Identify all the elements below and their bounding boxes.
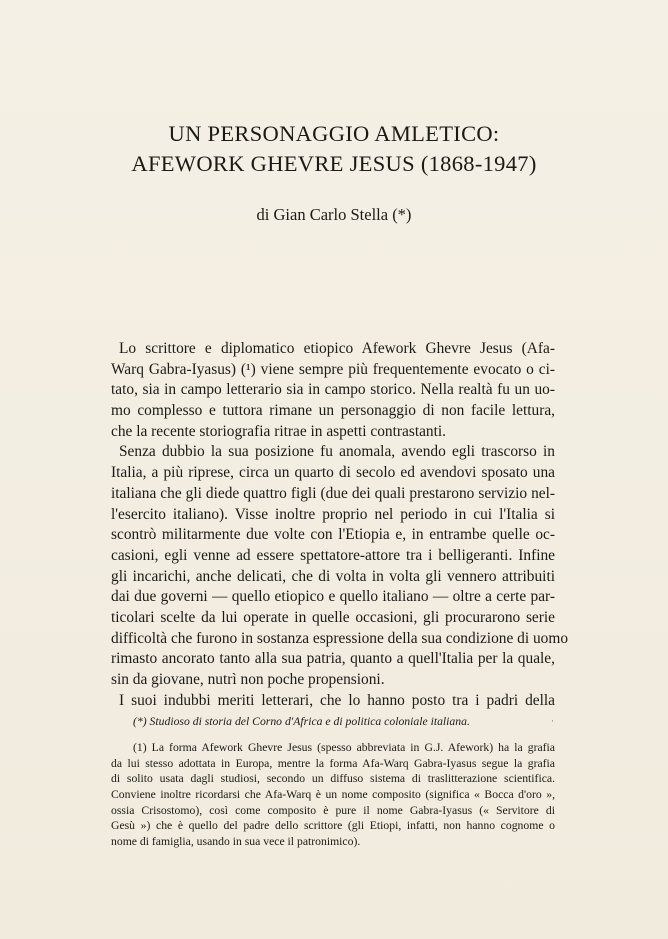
- body-line: tato, sia in campo letterario sia in campo storico. Nella realtà fu un uo-: [111, 381, 555, 399]
- body-line: Italia, a più riprese, circa un quarto di secolo ed avendovi sposato una: [111, 464, 555, 482]
- body-line: mo complesso e tuttora rimane un personaggio di non facile lettura,: [111, 402, 555, 420]
- body-line: rimasto ancorato tanto alla sua patria, quanto a quell'Italia per la quale,: [111, 650, 555, 668]
- footnote-1: [111, 740, 555, 850]
- body-line: I suoi indubbi meriti letterari, che lo hanno posto tra i padri della: [119, 691, 555, 709]
- body-line: sin da giovane, nutrì non poche propensioni.: [111, 671, 385, 688]
- body-line: Warq Gabra-Iyasus) (¹) viene sempre più frequentemente evocato o ci-: [111, 360, 555, 378]
- body-line: che la recente storiografia ritrae in aspetti contrastanti.: [111, 422, 447, 440]
- footnote-line: Gesù ») che è quello del padre dello scrittore (gli Etiopi, infatti, non hanno cognome o: [111, 819, 555, 833]
- body-line: l'esercito italiano). Visse inoltre proprio nel periodo in cui l'Italia si: [111, 505, 555, 523]
- footnote-line: da lui stesso adottata in Europa, mentre la forma Afa-Warq Gabra-Iyasus segue la grafia: [111, 756, 555, 770]
- footnote-author-affiliation: (*) Studioso di storia del Corno d'Africa e di politica coloniale italiana.: [133, 715, 470, 728]
- body-line: italiana che gli diede quattro figli (due dei quali prestarono servizio nel-: [111, 484, 555, 502]
- body-line: dai due governi — quello etiopico e quello italiano — oltre a certe par-: [111, 588, 555, 606]
- author-byline: di Gian Carlo Stella (*): [256, 205, 412, 224]
- footnote-line: nome di famiglia, usando in sua vece il patronimico).: [111, 835, 361, 849]
- body-text: [111, 339, 569, 711]
- body-line: difficoltà che furono in sostanza espressione della sua condizione di uomo: [111, 629, 569, 647]
- footnote-line: di solito usata dagli studiosi, secondo un diffuso sistema di traslitterazione scientifica.: [111, 772, 555, 786]
- footnote-line: (1) La forma Afework Ghevre Jesus (spesso abbreviata in G.J. Afework) ha la grafia: [133, 741, 555, 754]
- footnote-line: ossia Crisostomo), così come composito è pure il nome Gabra-Iyasus (« Servitore di: [111, 803, 555, 817]
- footnote-line: Conviene inoltre ricordarsi che Afa-Warq è un nome composito (significa « Bocca d'oro »,: [111, 788, 555, 802]
- margin-mark: ·: [551, 716, 554, 726]
- body-line: gli incarichi, anche delicati, che di volta in volta gli vennero attribuiti: [111, 567, 555, 585]
- body-line: casioni, egli venne ad essere spettatore-attore tra i belligeranti. Infine: [111, 546, 555, 564]
- article-title-line-2: AFEWORK GHEVRE JESUS (1868-1947): [131, 151, 537, 176]
- body-line: Lo scrittore e diplomatico etiopico Afework Ghevre Jesus (Afa-: [119, 340, 555, 357]
- body-line: scontrò militarmente due volte con l'Etiopia e, in entrambe quelle oc-: [111, 526, 555, 544]
- article-title-line-1: UN PERSONAGGIO AMLETICO:: [168, 121, 500, 146]
- body-line: ticolari scelte da lui operate in quelle occasioni, gli procurarono serie: [111, 608, 555, 626]
- body-line: Senza dubbio la sua posizione fu anomala, avendo egli trascorso in: [119, 443, 555, 461]
